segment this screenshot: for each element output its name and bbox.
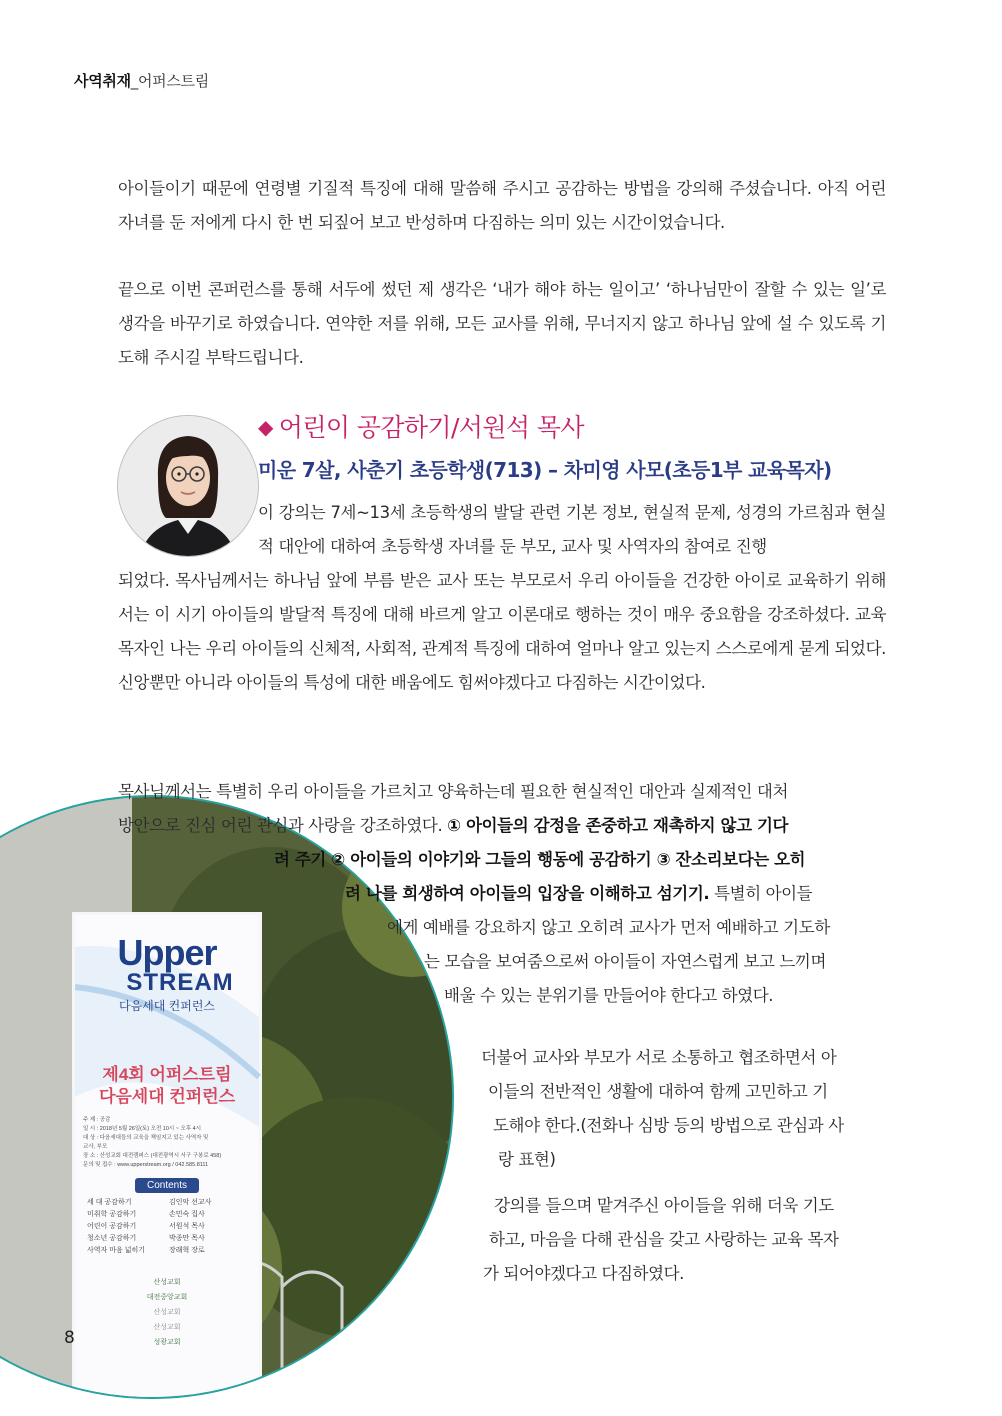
paragraph-4-line-2-plain: 방안으로 진심 어린 관심과 사랑을 강조하였다. [118, 816, 448, 835]
header-section: 사역취재 [74, 72, 131, 90]
paragraph-3b: 되었다. 목사님께서는 하나님 앞에 부름 받은 교사 또는 부모로서 우리 아이들을 건강한 아이로 교육하기 위해서는 이 시기 아이들의 발달적 특징에 대해 바르게 알고 이론대로 행하는 것이 매우 중요함을 강조하셨다. 교육 목자인 나는 우리 아이들의 신체적, 사회적, 관계적 특징에 대하여 얼마나 알고 있는지 스스로에게 묻게 되었다. 신앙뿐만 아니라 아이들의 특성에 대한 배움에도 힘써야겠다고 다짐하는 시간이었다. [118, 571, 886, 692]
paragraph-4-line-2-bold: ① 아이들의 감정을 존중하고 재촉하지 않고 기다 [447, 816, 789, 835]
banner-info-line: 주 제 : 공감 [83, 1117, 111, 1123]
diamond-bullet-icon: ◆ [258, 415, 273, 439]
paragraph-4-line-3 [274, 843, 805, 877]
banner-info-line: 일 시 : 2018년 5월 26일(토) 오전 10시 ~ 오후 4시 [83, 1126, 202, 1132]
banner-info-line: 장 소 : 산성교회 대전캠퍼스 (대전광역시 서구 구봉로 458) [83, 1153, 222, 1159]
banner-logo-sub: 다음세대 컨퍼런스 [118, 999, 216, 1013]
section-title-text: 어린이 공감하기/서원석 목사 [278, 413, 584, 442]
paragraph-5-line-4: 랑 표현) [498, 1150, 556, 1169]
banner-contents-row [87, 1233, 257, 1245]
speaker-portrait-image [118, 416, 258, 556]
banner-info-line: 교사, 부모 [83, 1144, 108, 1150]
banner-contents-row [87, 1197, 257, 1209]
paragraph-4-line-2 [118, 809, 788, 843]
paragraph-4-line-3-bold: 려 주기 ② 아이들의 이야기와 그들의 행동에 공감하기 ③ 잔소리보다는 오히 [274, 850, 806, 869]
banner-contents-row [87, 1209, 257, 1221]
section-subtitle: 미운 7살, 사춘기 초등학생(713) – 차미영 사모(초등1부 교육목자) [258, 458, 832, 482]
sponsor-logo: 산성교회 [153, 1324, 181, 1331]
contents-topic: 어린이 공감하기 [87, 1223, 137, 1230]
paragraph-4-line-7: 배울 수 있는 분위기를 만들어야 한다고 하였다. [444, 986, 774, 1005]
paragraph-6-line-2: 하고, 마음을 다해 관심을 갖고 사랑하는 교육 목자 [489, 1230, 839, 1249]
paragraph-4-line-6: 는 모습을 보여줌으로써 아이들이 자연스럽게 보고 느끼며 [424, 952, 827, 971]
contents-speaker: 장래혁 장로 [169, 1247, 205, 1254]
paragraph-4-line-1: 목사님께서는 특별히 우리 아이들을 가르치고 양육하는데 필요한 현실적인 대안과 실제적인 대처 [118, 782, 789, 801]
paragraph-5-line-1: 더불어 교사와 부모가 서로 소통하고 협조하면서 아 [481, 1048, 837, 1067]
paragraph-1: 아이들이기 때문에 연령별 기질적 특징에 대해 말씀해 주시고 공감하는 방법을 강의해 주셨습니다. 아직 어린 자녀를 둔 저에게 다시 한 번 되짚어 보고 반성하며 다짐하는 의미 있는 시간이었습니다. [118, 179, 886, 232]
banner-logo-bottom: STREAM [126, 969, 234, 996]
banner-info-line: 문의 및 접수 : www.upperstream.org / 042.585.8111 [83, 1162, 209, 1168]
sponsor-logo: 산성교회 [153, 1309, 181, 1316]
contents-topic: 세 대 공감하기 [87, 1199, 132, 1206]
paragraph-2: 끝으로 이번 콘퍼런스를 통해 서두에 썼던 제 생각은 ‘내가 해야 하는 일이고’ ‘하나님만이 잘할 수 있는 일’로 생각을 바꾸기로 하였습니다. 연약한 저를 위해, 모든 교사를 위해, 무너지지 않고 하나님 앞에 설 수 있도록 기도해 주시길 부탁드립니다. [118, 280, 886, 367]
contents-topic: 미취학 공감하기 [87, 1211, 137, 1218]
sponsor-logo: 산성교회 [153, 1279, 181, 1286]
contents-speaker: 김인악 선교사 [169, 1199, 212, 1206]
section-title [258, 408, 584, 444]
paragraph-6-line-1: 강의를 들으며 맡겨주신 아이들을 위해 더욱 기도 [494, 1196, 834, 1215]
paragraph-6-line-3: 가 되어야겠다고 다짐하였다. [483, 1264, 685, 1283]
banner [77, 917, 257, 1350]
contents-speaker: 서원석 목사 [169, 1223, 205, 1230]
paragraph-4-line-4-plain: 특별히 아이들 [709, 884, 813, 903]
contents-speaker: 박종만 목사 [169, 1235, 205, 1242]
banner-contents [87, 1197, 257, 1257]
paragraph-5-line-3: 도해야 한다.(전화나 심방 등의 방법으로 관심과 사 [493, 1116, 844, 1135]
banner-contents-row [87, 1221, 257, 1233]
banner-info-line: 대 상 : 다음세대들의 교육을 책임지고 있는 사역자 및 [83, 1135, 209, 1141]
paragraph-4-line-4-bold: 려 나를 희생하여 아이들의 입장을 이해하고 섬기기. [345, 884, 710, 903]
paragraph-4-line-4 [345, 877, 812, 911]
sponsor-logo: 성광교회 [153, 1339, 181, 1346]
sponsor-logo: 대전중앙교회 [146, 1294, 188, 1301]
page-header [74, 70, 209, 91]
banner-logo-top: Upper [117, 932, 217, 973]
paragraph-5-line-2: 이들의 전반적인 생활에 대하여 함께 고민하고 기 [488, 1082, 828, 1101]
contents-topic: 사역자 마음 넓히기 [87, 1247, 145, 1254]
contents-topic: 청소년 공감하기 [87, 1235, 137, 1242]
contents-speaker: 손민숙 집사 [169, 1211, 205, 1218]
page-number: 8 [64, 1328, 75, 1348]
banner-title-2: 다음세대 컨퍼런스 [98, 1087, 236, 1106]
paragraph-3a: 이 강의는 7세~13세 초등학생의 발달 관련 기본 정보, 현실적 문제, 성경의 가르침과 현실적 대안에 대하여 초등학생 자녀를 둔 부모, 교사 및 사역자의 참여로 진행 [258, 503, 886, 556]
banner-contents-label: Contents [135, 1178, 199, 1193]
header-subsection: _어퍼스트림 [130, 72, 209, 90]
banner-sponsors [77, 1275, 257, 1350]
banner-contents-row [87, 1245, 257, 1257]
speaker-photo [117, 415, 259, 557]
banner-title-1: 제4회 어퍼스트림 [102, 1065, 232, 1084]
paragraph-4-line-5: 에게 예배를 강요하지 않고 오히려 교사가 먼저 예배하고 기도하 [387, 918, 830, 937]
banner-info [83, 1116, 257, 1170]
